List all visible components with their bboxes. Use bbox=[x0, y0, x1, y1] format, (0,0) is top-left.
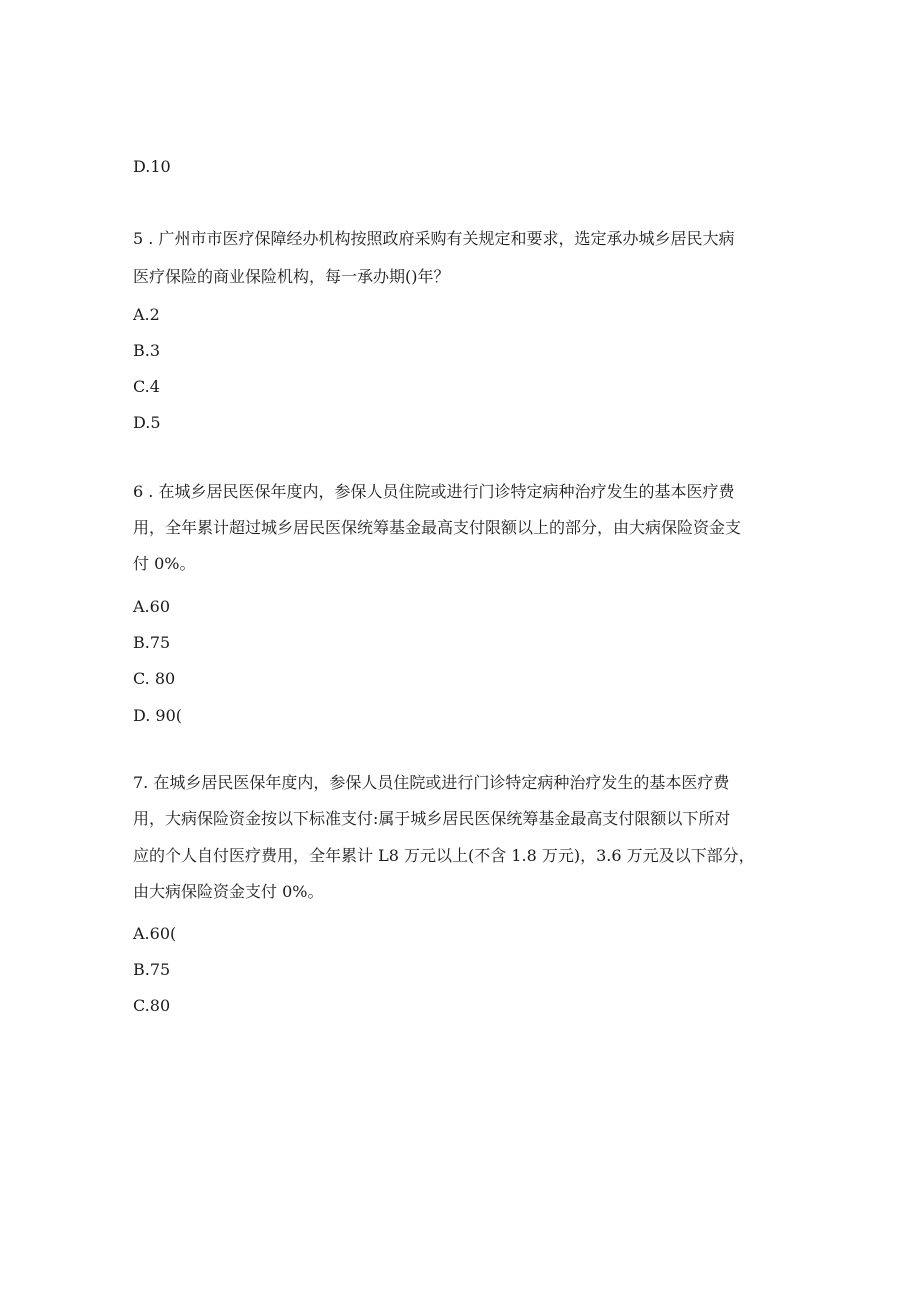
q6-option-c: C. 80 bbox=[133, 669, 176, 688]
q7-stem-line-3: 应的个人自付医疗费用，全年累计 L8 万元以上(不含 1.8 万元)，3.6 万元及以下部分， bbox=[133, 846, 755, 865]
q6-option-d: D. 90( bbox=[133, 706, 183, 725]
q6-stem-line-3: 付 0%。 bbox=[133, 554, 196, 573]
q7-stem-line-1: 7. 在城乡居民医保年度内，参保人员住院或进行门诊特定病种治疗发生的基本医疗费 bbox=[133, 773, 730, 792]
q5-stem-line-2: 医疗保险的商业保险机构，每一承办期()年？ bbox=[133, 267, 450, 286]
q7-option-a: A.60( bbox=[133, 924, 177, 943]
q7-stem-line-4: 由大病保险资金支付 0%。 bbox=[133, 882, 324, 901]
q6-option-a: A.60 bbox=[133, 597, 170, 616]
q6-stem-line-2: 用，全年累计超过城乡居民医保统筹基金最高支付限额以上的部分，由大病保险资金支 bbox=[133, 518, 742, 537]
q6-stem-line-1: 6 . 在城乡居民医保年度内，参保人员住院或进行门诊特定病种治疗发生的基本医疗费 bbox=[133, 482, 735, 501]
q7-option-c: C.80 bbox=[133, 996, 171, 1015]
q5-option-a: A.2 bbox=[133, 305, 160, 324]
q5-stem-line-1: 5 . 广州市市医疗保障经办机构按照政府采购有关规定和要求，选定承办城乡居民大病 bbox=[133, 229, 735, 248]
q4-option-d: D.10 bbox=[133, 157, 171, 176]
q5-option-b: B.3 bbox=[133, 341, 161, 360]
q5-option-d: D.5 bbox=[133, 413, 161, 432]
q7-stem-line-2: 用，大病保险资金按以下标准支付:属于城乡居民医保统筹基金最高支付限额以下所对 bbox=[133, 809, 731, 828]
q6-option-b: B.75 bbox=[133, 633, 171, 652]
q5-option-c: C.4 bbox=[133, 377, 160, 396]
q7-option-b: B.75 bbox=[133, 960, 171, 979]
